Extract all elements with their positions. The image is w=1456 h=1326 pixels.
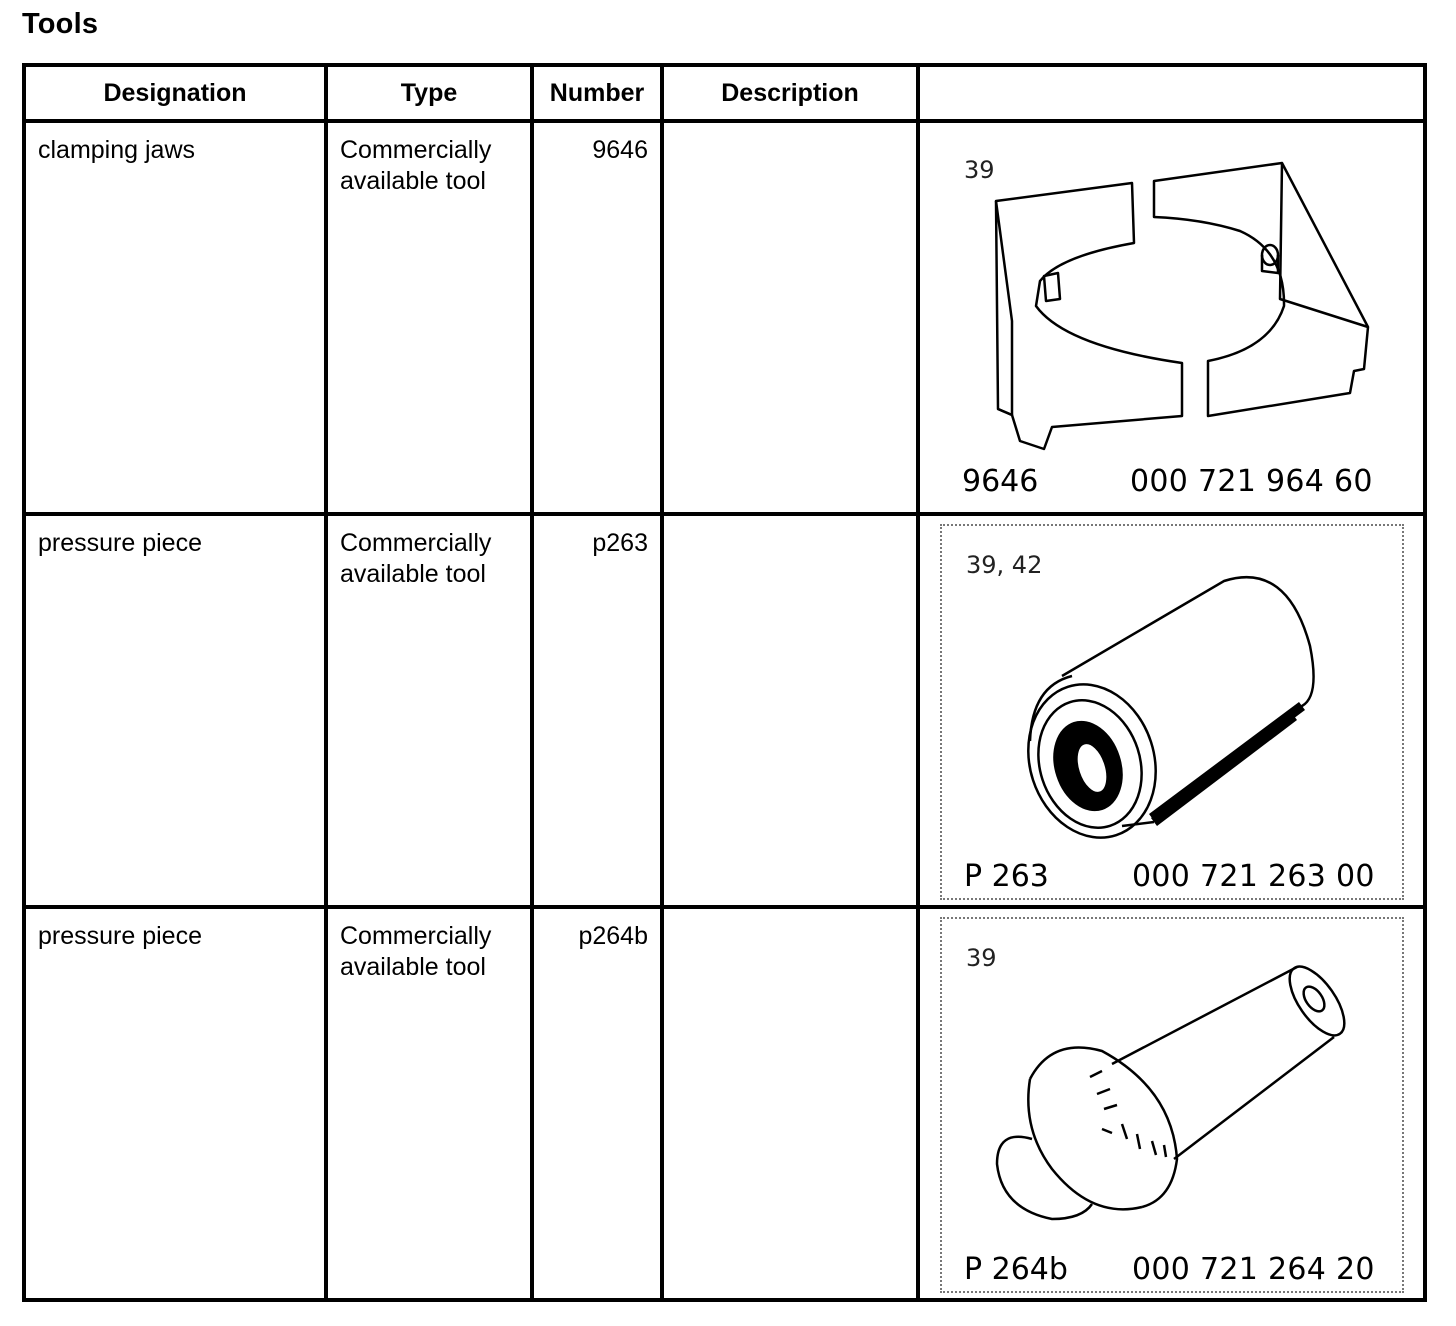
tool-figure	[940, 524, 1404, 900]
image-cell	[918, 907, 1425, 1300]
figure-part-number: 000 721 263 00	[1132, 859, 1375, 894]
figure-part-number: 000 721 964 60	[1130, 464, 1373, 499]
page-title: Tools	[22, 8, 99, 40]
description-cell	[662, 514, 918, 907]
table-row	[24, 907, 1425, 1300]
figure-ref: 39	[964, 156, 995, 184]
figure-code: P 264b	[964, 1252, 1068, 1287]
type-cell: Commercially available tool	[326, 121, 532, 514]
table-row	[24, 121, 1425, 514]
number-cell: 9646	[532, 121, 662, 514]
table-header-row	[24, 65, 1425, 121]
image-cell	[918, 514, 1425, 907]
tool-figure	[940, 131, 1400, 503]
figure-code: 9646	[962, 464, 1039, 499]
tool-figure	[940, 917, 1404, 1293]
description-cell	[662, 907, 918, 1300]
table-row	[24, 514, 1425, 907]
designation-cell: pressure piece	[24, 907, 326, 1300]
type-cell: Commercially available tool	[326, 514, 532, 907]
number-cell: p263	[532, 514, 662, 907]
designation-cell: pressure piece	[24, 514, 326, 907]
header-type: Type	[326, 65, 532, 121]
cylindrical-pressure-piece-drawing-icon	[942, 526, 1402, 898]
image-cell	[918, 121, 1425, 514]
header-image	[918, 65, 1425, 121]
figure-code: P 263	[964, 859, 1049, 894]
tools-table	[22, 63, 1427, 1302]
shaft-pressure-piece-drawing-icon	[942, 919, 1402, 1291]
figure-ref: 39, 42	[966, 551, 1043, 579]
type-cell: Commercially available tool	[326, 907, 532, 1300]
description-cell	[662, 121, 918, 514]
header-designation: Designation	[24, 65, 326, 121]
header-description: Description	[662, 65, 918, 121]
designation-cell: clamping jaws	[24, 121, 326, 514]
clamping-jaws-drawing-icon	[940, 131, 1400, 503]
header-number: Number	[532, 65, 662, 121]
number-cell: p264b	[532, 907, 662, 1300]
figure-part-number: 000 721 264 20	[1132, 1252, 1375, 1287]
figure-ref: 39	[966, 944, 997, 972]
